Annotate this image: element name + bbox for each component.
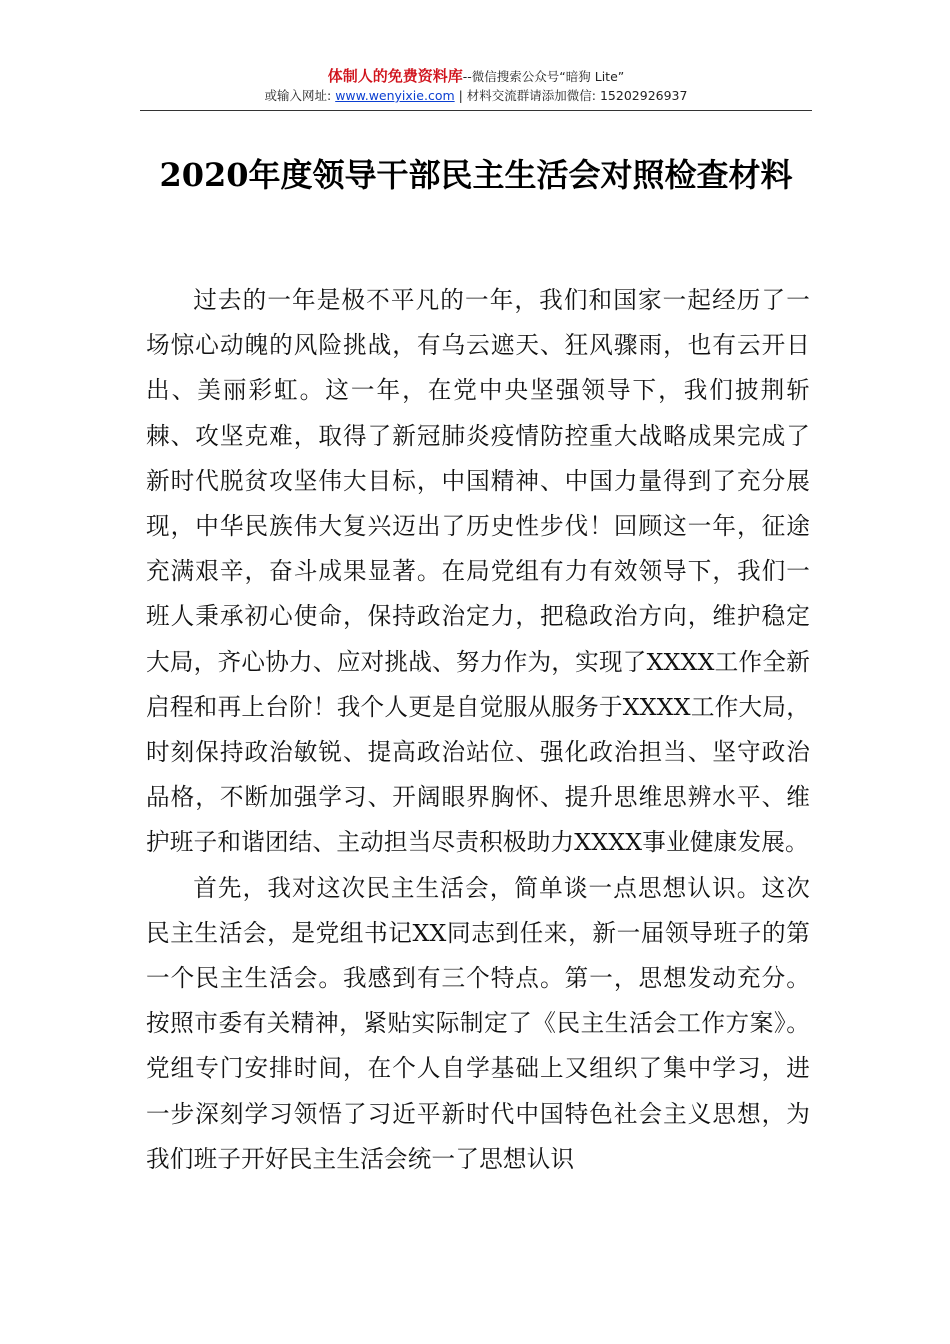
- header-contact: | 材料交流群请添加微信: 15202926937: [454, 88, 688, 103]
- header-divider: [140, 110, 812, 111]
- paragraph-2: 首先，我对这次民主生活会，简单谈一点思想认识。这次民主生活会，是党组书记XX同志到任来，新一届领导班子的第一个民主生活会。我感到有三个特点。第一，思想发动充分。按照市委有关精神，紧贴实际制定了《民主生活会工作方案》。党组专门安排时间，在个人自学基础上又组织了集中学习，进一步深刻学习领悟了习近平新时代中国特色社会主义思想，为我们班子开好民主生活会统一了思想认识: [146, 873, 810, 1173]
- header-subtitle: --微信搜索公众号“暗狗 Lite”: [462, 69, 625, 84]
- header-contact-line: [140, 87, 812, 105]
- document-title: 2020年度领导干部民主生活会对照检查材料: [159, 156, 793, 194]
- header-banner: [140, 66, 812, 87]
- header-url-link[interactable]: www.wenyixie.com: [335, 88, 455, 103]
- document-body: [146, 278, 810, 1182]
- paragraph-1: 过去的一年是极不平凡的一年，我们和国家一起经历了一场惊心动魄的风险挑战，有乌云遮天、狂风骤雨，也有云开日出、美丽彩虹。这一年，在党中央坚强领导下，我们披荆斩棘、攻坚克难，取得了新冠肺炎疫情防控重大战略成果完成了新时代脱贫攻坚伟大目标，中国精神、中国力量得到了充分展现，中华民族伟大复兴迈出了历史性步伐！回顾这一年，征途充满艰辛，奋斗成果显著。在局党组有力有效领导下，我们一班人秉承初心使命，保持政治定力，把稳政治方向，维护稳定大局，齐心协力、应对挑战、努力作为，实现了XXXX工作全新启程和再上台阶！我个人更是自觉服从服务于XXXX工作大局，时刻保持政治敏锐、提高政治站位、强化政治担当、坚守政治品格，不断加强学习、开阔眼界胸怀、提升思维思辨水平、维护班子和谐团结、主动担当尽责积极助力XXXX事业健康发展。: [146, 286, 810, 857]
- header-url-label: 或输入网址:: [264, 88, 336, 103]
- page-header: [140, 66, 812, 105]
- header-brand: 体制人的免费资料库: [327, 67, 463, 85]
